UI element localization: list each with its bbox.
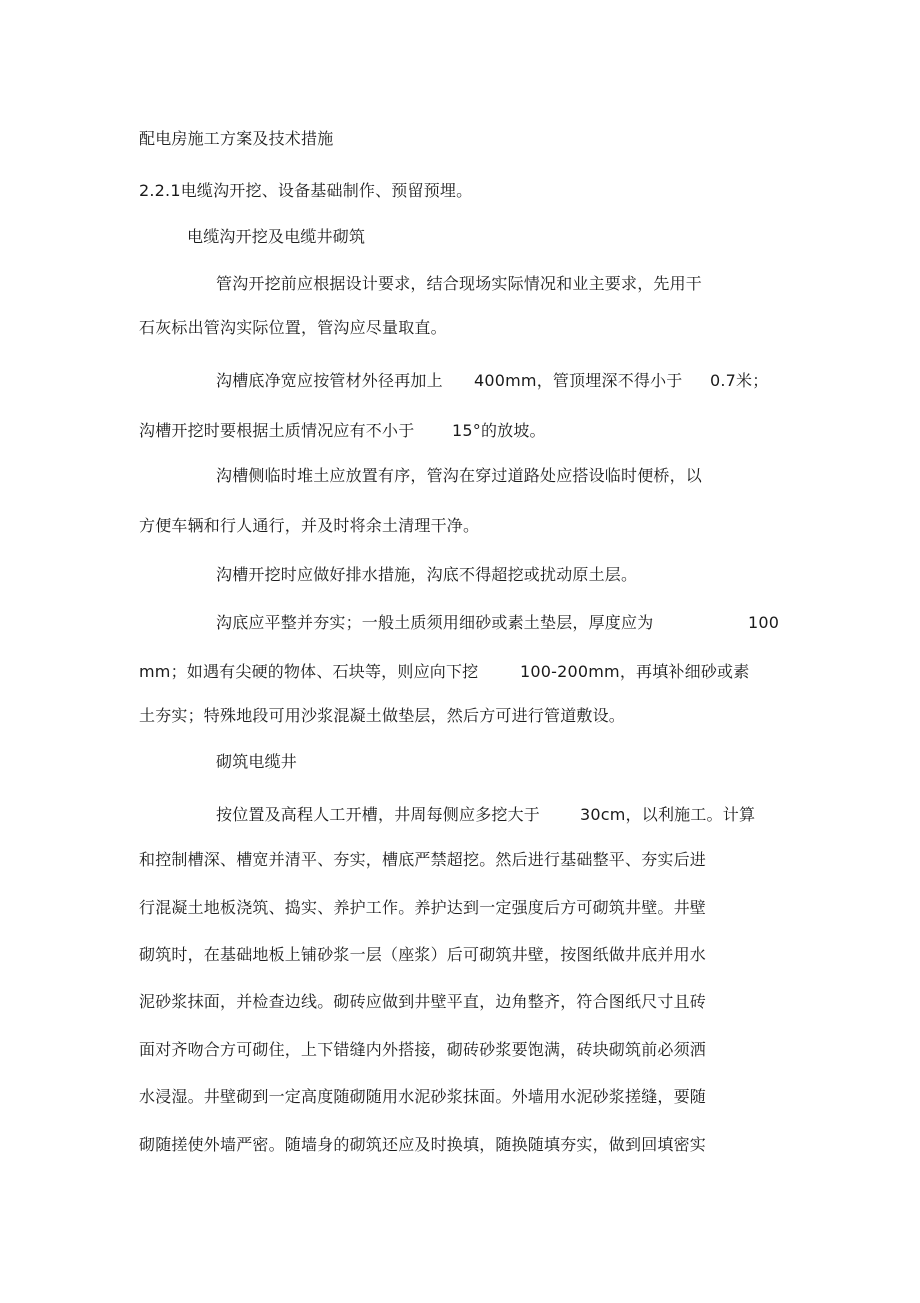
paragraph-line: 方便车辆和行人通行，并及时将余土清理干净。	[139, 516, 480, 535]
paragraph-line: 砌随搓使外墙严密。随墙身的砌筑还应及时换填，随换随填夯实，做到回填密实	[139, 1135, 707, 1154]
paragraph-line: 管沟开挖前应根据设计要求，结合现场实际情况和业主要求，先用干	[216, 274, 703, 293]
paragraph-line: 按位置及高程人工开槽，井周每侧应多挖大于	[216, 805, 541, 824]
section-heading: 2.2.1电缆沟开挖、设备基础制作、预留预埋。	[139, 181, 473, 200]
paragraph-line: 沟槽开挖时应做好排水措施，沟底不得超挖或扰动原土层。	[216, 565, 638, 584]
paragraph-line: 石灰标出管沟实际位置，管沟应尽量取直。	[139, 318, 447, 337]
paragraph-line: 100-200mm，再填补细砂或素	[520, 662, 750, 681]
paragraph-line: 泥砂浆抹面，并检查边线。砌砖应做到井壁平直，边角整齐，符合图纸尺寸且砖	[139, 992, 707, 1011]
subheading-cable-well: 砌筑电缆井	[216, 752, 298, 771]
paragraph-line: 15°的放坡。	[452, 421, 546, 440]
paragraph-line: 砌筑时，在基础地板上铺砂浆一层（座浆）后可砌筑井壁，按图纸做井底并用水	[139, 945, 707, 964]
paragraph-line: 行混凝土地板浇筑、捣实、养护工作。养护达到一定强度后方可砌筑井壁。井壁	[139, 898, 707, 917]
paragraph-line: 沟槽底净宽应按管材外径再加上	[216, 371, 443, 390]
paragraph-line: 水浸湿。井壁砌到一定高度随砌随用水泥砂浆抹面。外墙用水泥砂浆搓缝，要随	[139, 1087, 707, 1106]
paragraph-line: 400mm，管顶埋深不得小于	[474, 371, 683, 390]
paragraph-line: 沟槽开挖时要根据土质情况应有不小于	[139, 421, 415, 440]
paragraph-line: 和控制槽深、槽宽并清平、夯实，槽底严禁超挖。然后进行基础整平、夯实后进	[139, 850, 707, 869]
paragraph-line: 30cm，以利施工。计算	[580, 805, 756, 824]
paragraph-line: 沟槽侧临时堆土应放置有序，管沟在穿过道路处应搭设临时便桥，以	[216, 466, 703, 485]
paragraph-line: 100	[748, 613, 780, 632]
paragraph-line: 0.7米；	[710, 371, 769, 390]
subheading-cable-trench: 电缆沟开挖及电缆井砌筑	[187, 227, 366, 246]
paragraph-line: 面对齐吻合方可砌住，上下错缝内外搭接，砌砖砂浆要饱满，砖块砌筑前必须洒	[139, 1040, 707, 1059]
paragraph-line: mm；如遇有尖硬的物体、石块等，则应向下挖	[139, 662, 479, 681]
document-title: 配电房施工方案及技术措施	[139, 129, 334, 148]
paragraph-line: 土夯实；特殊地段可用沙浆混凝土做垫层，然后方可进行管道敷设。	[139, 706, 626, 725]
paragraph-line: 沟底应平整并夯实；一般土质须用细砂或素土垫层，厚度应为	[216, 613, 654, 632]
